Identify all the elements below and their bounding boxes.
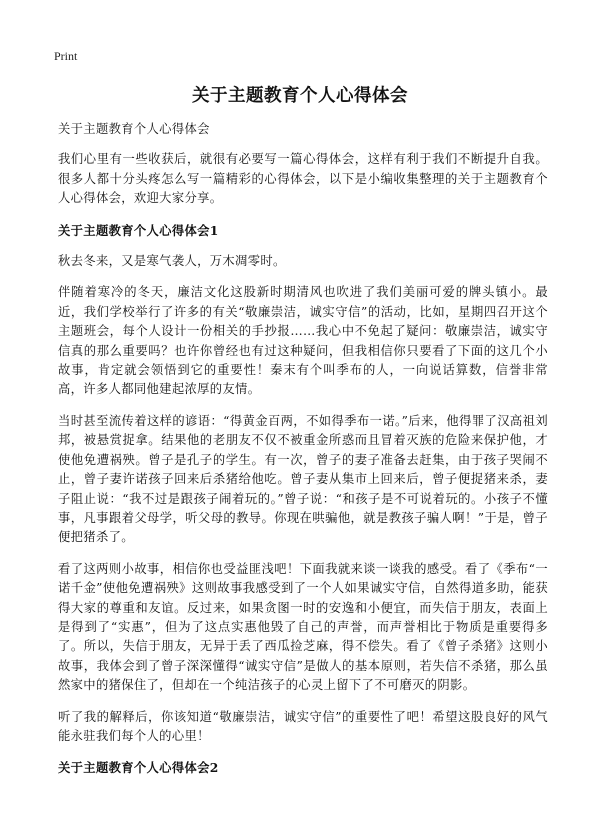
- print-link[interactable]: Print: [54, 49, 78, 63]
- body-paragraph: 听了我的解释后，你该知道“敬廉崇洁，诚实守信”的重要性了吧！希望这股良好的风气能永驻我们每个人的心里！: [58, 709, 548, 743]
- body-paragraph: 看了这两则小故事，相信你也受益匪浅吧！下面我就来谈一谈我的感受。看了《季布“一诺千金”使他免遭祸殃》这则故事我感受到了一个人如果诚实守信，自然得道多助，能获得大家的尊重和友谊。反过来，如果贪图一时的安逸和小便宜，而失信于朋友，表面上是得到了“实惠”，但为了这点实惠他毁了自己的声誉，而声誉相比于物质是重要得多了。所以，失信于朋友，无异于丢了西瓜捡芝麻，得不偿失。看了《曾子杀猪》这则小故事，我体会到了曾子深深懂得“诚实守信”是做人的基本原则，若失信不杀猪，那么虽然家中的猪保住了，但却在一个纯洁孩子的心灵上留下了不可磨灭的阴影。: [58, 561, 548, 693]
- document-subtitle: 关于主题教育个人心得体会: [58, 122, 210, 136]
- body-paragraph: 伴随着寒冷的冬天，廉洁文化这股新时期清风也吹进了我们美丽可爱的牌头镇小。最近，我们学校举行了许多的有关“敬廉崇洁，诚实守信”的活动，比如，星期四召开这个主题班会，每个人设计一份相关的手抄报……我心中不免起了疑问：敬廉崇洁，诚实守信真的那么重要吗？也许你曾经也有过这种疑问，但我相信你只要看了下面的这几个小故事，肯定就会领悟到它的重要性！秦末有个叫季布的人，一向说话算数，信誉非常高，许多人都同他建起浓厚的友情。: [58, 285, 548, 397]
- page-title: 关于主题教育个人心得体会: [192, 86, 408, 106]
- intro-paragraph: 我们心里有一些收获后，就很有必要写一篇心得体会，这样有利于我们不断提升自我。很多人都十分头疼怎么写一篇精彩的心得体会，以下是小编收集整理的关于主题教育个人心得体会，欢迎大家分享。: [58, 152, 548, 206]
- body-paragraph: 当时甚至流传着这样的谚语：“得黄金百两，不如得季布一诺。”后来，他得罪了汉高祖刘邦，被悬赏捉拿。结果他的老朋友不仅不被重金所惑而且冒着灭族的危险来保护他，才使他免遭祸殃。曾子是孔子的学生。有一次，曾子的妻子准备去赶集，由于孩子哭闹不止，曾子妻许诺孩子回来后杀猪给他吃。曾子妻从集市上回来后，曾子便捉猪来杀，妻子阻止说：“我不过是跟孩子闹着玩的。”曾子说：“和孩子是不可说着玩的。小孩子不懂事，凡事跟着父母学，听父母的教导。你现在哄骗他，就是教孩子骗人啊！”于是，曾子便把猪杀了。: [58, 413, 548, 545]
- document-body: [58, 120, 548, 790]
- section-heading: 关于主题教育个人心得体会2: [58, 760, 219, 776]
- body-paragraph: 秋去冬来，又是寒气袭人，万木凋零时。: [58, 254, 286, 269]
- section-heading: 关于主题教育个人心得体会1: [58, 222, 219, 238]
